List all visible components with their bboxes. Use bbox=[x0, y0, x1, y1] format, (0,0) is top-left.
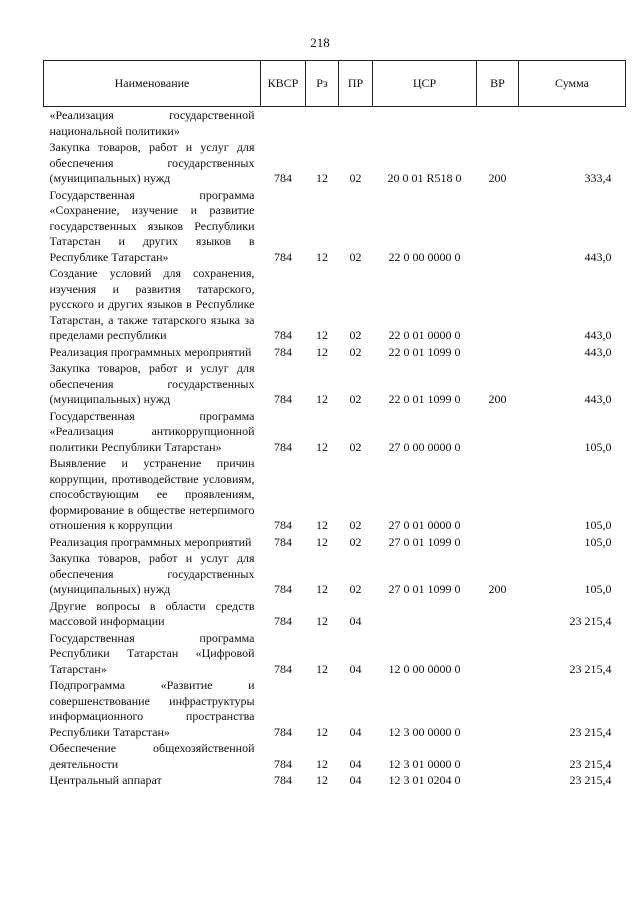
cell-kvsr: 784 bbox=[274, 171, 292, 185]
cell-name: «Реализация государственной национальной политики» bbox=[49, 108, 255, 138]
cell-csr bbox=[373, 598, 477, 630]
cell-vr bbox=[477, 677, 519, 740]
cell-csr: 12 3 01 0204 0 bbox=[388, 773, 461, 787]
cell-kvsr bbox=[261, 107, 306, 140]
cell-pr: 02 bbox=[349, 392, 362, 406]
cell-sum bbox=[519, 107, 626, 140]
cell-pr: 02 bbox=[349, 171, 362, 185]
cell-rz: 12 bbox=[316, 518, 328, 532]
cell-csr: 20 0 01 R518 0 bbox=[387, 171, 462, 185]
cell-rz: 12 bbox=[316, 724, 328, 739]
cell-pr: 02 bbox=[349, 518, 362, 532]
table-row bbox=[44, 139, 626, 187]
cell-vr: 200 bbox=[488, 392, 507, 406]
header-rz: Рз bbox=[306, 61, 339, 107]
cell-pr bbox=[339, 107, 373, 140]
table-row bbox=[44, 107, 626, 140]
table-row bbox=[44, 534, 626, 551]
cell-csr: 12 0 00 0000 0 bbox=[388, 661, 461, 676]
cell-vr bbox=[477, 534, 519, 551]
cell-pr: 04 bbox=[349, 614, 362, 628]
header-kvsr: КВСР bbox=[261, 61, 306, 107]
cell-name: Реализация программных мероприятий bbox=[49, 344, 252, 359]
cell-pr: 04 bbox=[349, 724, 362, 739]
cell-kvsr: 784 bbox=[274, 392, 292, 406]
cell-csr: 22 0 01 0000 0 bbox=[388, 328, 461, 342]
cell-csr bbox=[373, 107, 477, 140]
cell-kvsr: 784 bbox=[274, 344, 292, 359]
cell-kvsr: 784 bbox=[274, 328, 292, 342]
cell-sum: 105,0 bbox=[584, 582, 612, 596]
cell-rz: 12 bbox=[316, 534, 328, 549]
cell-sum: 333,4 bbox=[584, 171, 612, 185]
header-sum: Сумма bbox=[519, 61, 626, 107]
cell-name: Выявление и устранение причин коррупции, противодействие условиям, способствующим ее проявлениям, формирование в обществе нетерпимого отношения к коррупции bbox=[49, 456, 255, 532]
table-row bbox=[44, 772, 626, 789]
cell-rz: 12 bbox=[316, 756, 328, 771]
cell-name: Государственная программа Республики Татарстан «Цифровой Татарстан» bbox=[49, 630, 255, 676]
cell-rz: 12 bbox=[316, 661, 328, 676]
cell-pr: 02 bbox=[349, 582, 362, 596]
cell-kvsr: 784 bbox=[274, 249, 292, 264]
page-number: 218 bbox=[310, 35, 330, 50]
cell-kvsr: 784 bbox=[274, 661, 292, 676]
table-body bbox=[44, 107, 626, 789]
cell-name: Обеспечение общехозяйственной деятельности bbox=[49, 741, 255, 771]
cell-rz: 12 bbox=[316, 582, 328, 596]
cell-csr: 22 0 01 1099 0 bbox=[388, 344, 461, 359]
cell-vr: 200 bbox=[488, 582, 507, 596]
cell-sum: 23 215,4 bbox=[569, 614, 612, 628]
cell-name: Центральный аппарат bbox=[49, 773, 162, 787]
cell-name: Государственная программа «Реализация антикоррупционной политики Республики Татарстан» bbox=[49, 408, 255, 454]
cell-kvsr: 784 bbox=[274, 724, 292, 739]
cell-rz: 12 bbox=[316, 439, 328, 454]
table-row bbox=[44, 598, 626, 630]
cell-vr bbox=[477, 455, 519, 534]
cell-vr bbox=[477, 107, 519, 140]
cell-sum: 443,0 bbox=[584, 249, 612, 264]
cell-pr: 02 bbox=[349, 534, 362, 549]
cell-pr: 02 bbox=[349, 328, 362, 342]
cell-kvsr: 784 bbox=[274, 773, 292, 787]
cell-vr bbox=[477, 598, 519, 630]
cell-kvsr: 784 bbox=[274, 614, 292, 628]
cell-rz: 12 bbox=[316, 344, 328, 359]
cell-rz: 12 bbox=[316, 614, 328, 628]
cell-csr: 27 0 01 1099 0 bbox=[388, 534, 461, 549]
cell-name: Государственная программа «Сохранение, изучение и развитие государственных языков Республики Татарстан и других языков в Республике Татарстан» bbox=[49, 187, 255, 264]
cell-rz: 12 bbox=[316, 171, 328, 185]
cell-pr: 02 bbox=[349, 249, 362, 264]
cell-rz bbox=[306, 107, 339, 140]
cell-vr bbox=[477, 630, 519, 678]
cell-csr: 27 0 01 1099 0 bbox=[388, 582, 461, 596]
cell-vr bbox=[477, 265, 519, 344]
cell-pr: 02 bbox=[349, 439, 362, 454]
table-row bbox=[44, 408, 626, 456]
cell-name: Другие вопросы в области средств массовой информации bbox=[49, 598, 255, 628]
cell-kvsr: 784 bbox=[274, 756, 292, 771]
table-row bbox=[44, 360, 626, 408]
cell-csr: 22 0 00 0000 0 bbox=[388, 249, 461, 264]
cell-name: Подпрограмма «Развитие и совершенствование инфраструктуры информационного пространства Республики Татарстан» bbox=[49, 678, 255, 739]
cell-rz: 12 bbox=[316, 773, 328, 787]
table-header bbox=[44, 61, 626, 107]
cell-vr bbox=[477, 408, 519, 456]
header-csr: ЦСР bbox=[373, 61, 477, 107]
table-row bbox=[44, 677, 626, 740]
budget-table bbox=[43, 60, 626, 789]
cell-sum: 23 215,4 bbox=[569, 661, 612, 676]
cell-sum: 443,0 bbox=[584, 344, 612, 359]
cell-vr bbox=[477, 344, 519, 361]
table-row bbox=[44, 187, 626, 266]
cell-vr bbox=[477, 772, 519, 789]
cell-csr: 12 3 01 0000 0 bbox=[388, 756, 461, 771]
cell-rz: 12 bbox=[316, 392, 328, 406]
cell-pr: 04 bbox=[349, 756, 362, 771]
cell-csr: 27 0 01 0000 0 bbox=[388, 518, 461, 532]
cell-kvsr: 784 bbox=[274, 518, 292, 532]
table-row bbox=[44, 344, 626, 361]
table-row bbox=[44, 455, 626, 534]
header-vr: ВР bbox=[477, 61, 519, 107]
cell-rz: 12 bbox=[316, 249, 328, 264]
cell-rz: 12 bbox=[316, 328, 328, 342]
table-row bbox=[44, 265, 626, 344]
cell-kvsr: 784 bbox=[274, 534, 292, 549]
cell-name: Реализация программных мероприятий bbox=[49, 534, 252, 549]
cell-csr: 12 3 00 0000 0 bbox=[388, 724, 461, 739]
header-name: Наименование bbox=[44, 61, 261, 107]
cell-pr: 04 bbox=[349, 661, 362, 676]
table-row bbox=[44, 630, 626, 678]
cell-name: Закупка товаров, работ и услуг для обеспечения государственных (муниципальных) нужд bbox=[49, 140, 255, 185]
cell-vr bbox=[477, 740, 519, 772]
cell-pr: 02 bbox=[349, 344, 362, 359]
cell-sum: 443,0 bbox=[584, 392, 612, 406]
cell-sum: 105,0 bbox=[584, 439, 612, 454]
header-pr: ПР bbox=[339, 61, 373, 107]
cell-sum: 443,0 bbox=[584, 328, 612, 342]
table-row bbox=[44, 550, 626, 598]
cell-sum: 105,0 bbox=[584, 534, 612, 549]
cell-kvsr: 784 bbox=[274, 439, 292, 454]
cell-sum: 23 215,4 bbox=[569, 724, 612, 739]
table-row bbox=[44, 740, 626, 772]
cell-pr: 04 bbox=[349, 773, 362, 787]
cell-name: Закупка товаров, работ и услуг для обеспечения государственных (муниципальных) нужд bbox=[49, 361, 255, 406]
cell-sum: 105,0 bbox=[584, 518, 612, 532]
cell-sum: 23 215,4 bbox=[569, 756, 612, 771]
cell-kvsr: 784 bbox=[274, 582, 292, 596]
cell-name: Создание условий для сохранения, изучения и развития татарского, русского и других языков в Республике Татарстан, а также татарского языка за пределами республики bbox=[49, 266, 255, 342]
cell-sum: 23 215,4 bbox=[569, 773, 612, 787]
cell-csr: 27 0 00 0000 0 bbox=[388, 439, 461, 454]
cell-vr bbox=[477, 187, 519, 266]
cell-csr: 22 0 01 1099 0 bbox=[388, 392, 461, 406]
cell-name: Закупка товаров, работ и услуг для обеспечения государственных (муниципальных) нужд bbox=[49, 551, 255, 596]
cell-vr: 200 bbox=[488, 171, 507, 185]
